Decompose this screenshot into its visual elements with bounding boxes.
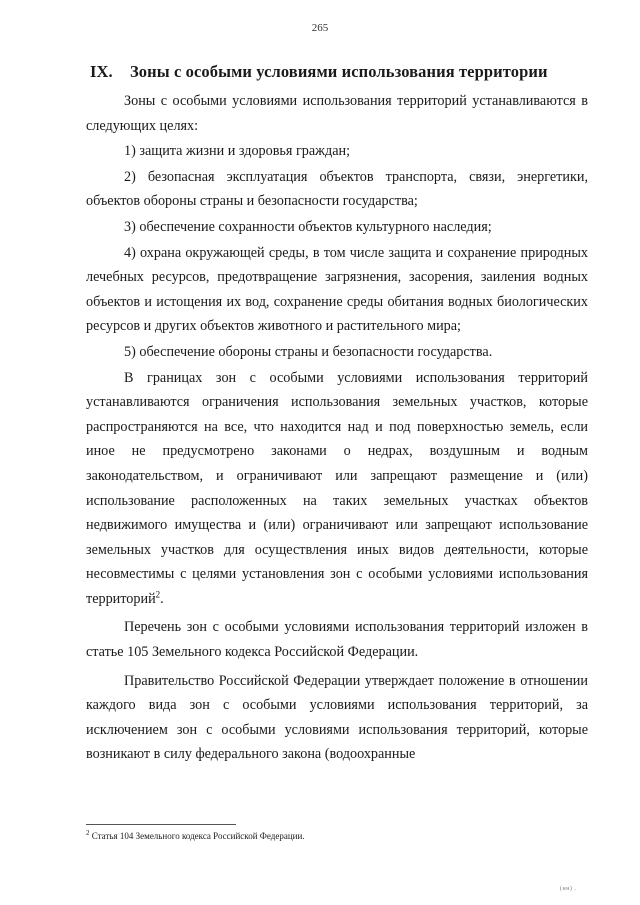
corner-mark: (нн) . xyxy=(560,886,577,892)
paragraph-terminal: . xyxy=(160,590,164,607)
list-item: 5) обеспечение обороны страны и безопасности государства. xyxy=(124,343,493,360)
list-item: 2) безопасная эксплуатация объектов транспорта, связи, энергетики, объектов обороны страны и безопасности государства; xyxy=(86,168,588,210)
section-number: IX. xyxy=(90,62,113,81)
paragraph: Правительство Российской Федерации утверждает положение в отношении каждого вида зон с особыми условиями использования территорий, за исключением зон с особыми условиями использования территорий, которые возникают в силу федерального закона (водоохранные xyxy=(86,672,588,763)
footnote xyxy=(86,830,586,842)
footnote-reference[interactable]: 2 xyxy=(155,589,161,600)
paragraph: Зоны с особыми условиями использования территорий устанавливаются в следующих целях: xyxy=(86,93,588,134)
footnote-text: Статья 104 Земельного кодекса Российской Федерации. xyxy=(89,831,305,841)
list-item: 1) защита жизни и здоровья граждан; xyxy=(124,143,351,160)
page-number: 265 xyxy=(311,22,329,34)
section-heading xyxy=(90,62,590,82)
paragraph xyxy=(86,366,588,612)
body-text xyxy=(86,89,588,767)
section-title: Зоны с особыми условиями использования территории xyxy=(130,62,548,81)
footnote-divider xyxy=(86,824,236,825)
list-item: 4) охрана окружающей среды, в том числе защита и сохранение природных лечебных ресурсов, предотвращение загрязнения, засорения, заиления водных объектов и истощения их вод, сохранение среды обитания водных биологических ресурсов и других объектов животного и растительного мира; xyxy=(86,244,588,335)
paragraph-text: В границах зон с особыми условиями использования территорий устанавливаются ограничения использования земельных участков, которые распространяются на все, что находится над и под поверхностью земель, если иное не предусмотрено законами о недрах, воздушным и водным законодательством, и ограничивают или запрещают размещение и (или) использование расположенных на таких земельных участках объектов недвижимого имущества и (или) ограничивают или запрещают использование земельных участков для осуществления иных видов деятельности, которые несовместимы с целями установления зон с особыми условиями использования территорий xyxy=(86,369,588,607)
list-item: 3) обеспечение сохранности объектов культурного наследия; xyxy=(124,218,492,235)
footnote-marker: 2 xyxy=(86,829,90,837)
paragraph: Перечень зон с особыми условиями использования территорий изложен в статье 105 Земельного кодекса Российской Федерации. xyxy=(86,619,588,661)
